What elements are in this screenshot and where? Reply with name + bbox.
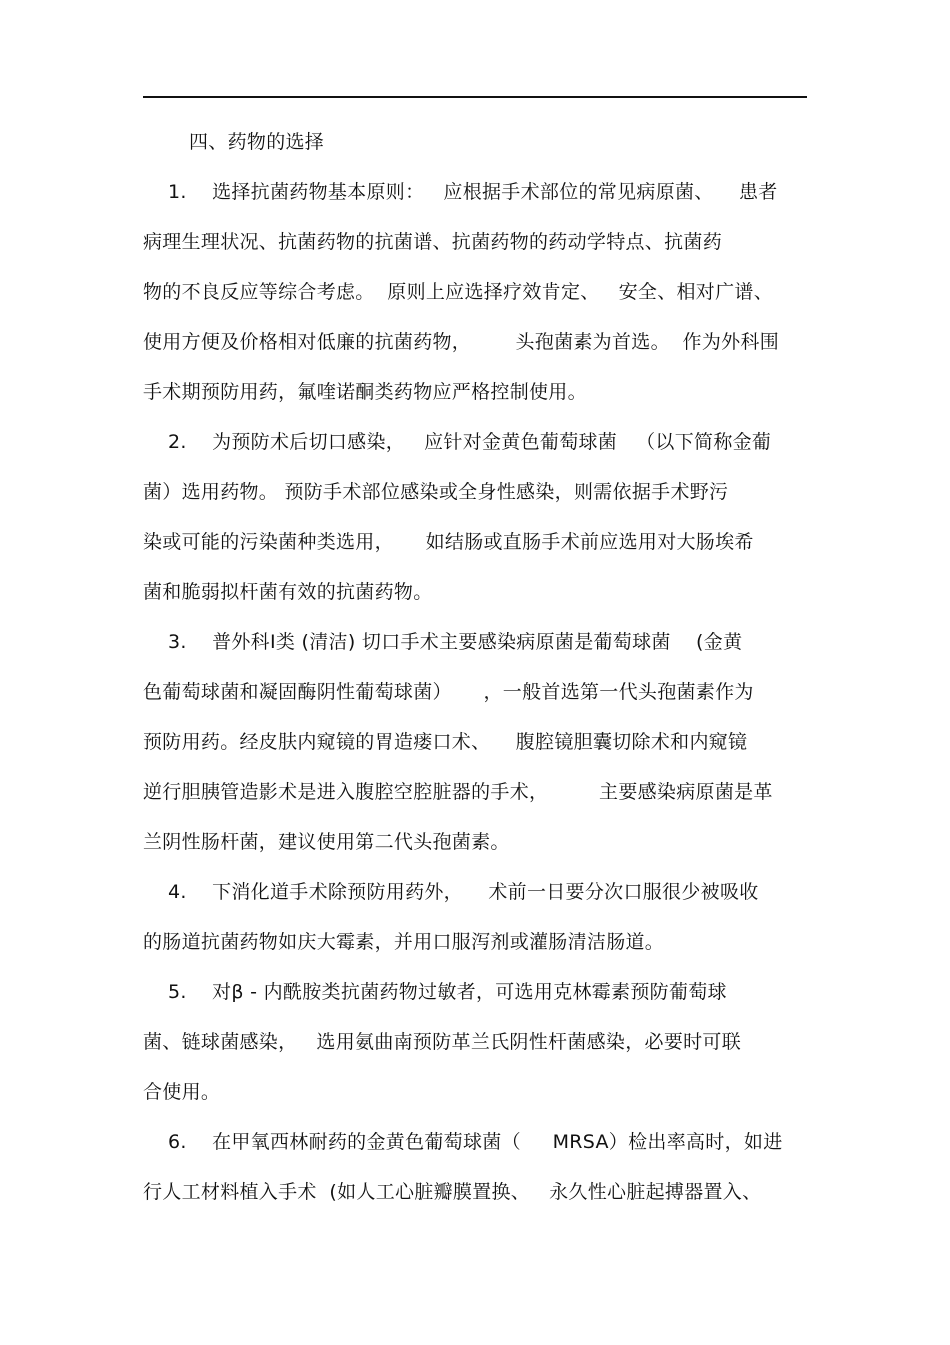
paragraph-line: 兰阴性肠杆菌，建议使用第二代头孢菌素。 [143,831,510,853]
paragraph-line: 6. 在甲氧西林耐药的金黄色葡萄球菌（ MRSA）检出率高时，如进 [168,1131,783,1153]
paragraph-line: 5. 对β - 内酰胺类抗菌药物过敏者，可选用克林霉素预防葡萄球 [168,981,727,1003]
paragraph-line: 逆行胆胰管造影术是进入腹腔空腔脏器的手术， 主要感染病原菌是革 [143,781,773,803]
paragraph-line: 菌）选用药物。 预防手术部位感染或全身性感染，则需依据手术野污 [143,481,729,503]
paragraph-line: 1. 选择抗菌药物基本原则： 应根据手术部位的常见病原菌、 患者 [168,181,778,203]
paragraph-line: 合使用。 [143,1081,221,1103]
paragraph-line: 行人工材料植入手术 (如人工心脏瓣膜置换、 永久性心脏起搏器置入、 [143,1181,762,1203]
paragraph-line: 病理生理状况、抗菌药物的抗菌谱、抗菌药物的药动学特点、抗菌药 [143,231,723,253]
paragraph-line: 色葡萄球菌和凝固酶阴性葡萄球菌） ，一般首选第一代头孢菌素作为 [143,681,754,703]
paragraph-line: 手术期预防用药，氟喹诺酮类药物应严格控制使用。 [143,381,587,403]
paragraph-line: 菌、链球菌感染， 选用氨曲南预防革兰氏阴性杆菌感染，必要时可联 [143,1031,742,1053]
section-heading: 四、药物的选择 [189,131,325,153]
paragraph-line: 的肠道抗菌药物如庆大霉素，并用口服泻剂或灌肠清洁肠道。 [143,931,665,953]
paragraph-line: 使用方便及价格相对低廉的抗菌药物， 头孢菌素为首选。 作为外科围 [143,331,780,353]
paragraph-line: 3. 普外科Ⅰ类 (清洁) 切口手术主要感染病原菌是葡萄球菌 (金黄 [168,631,743,653]
paragraph-line: 2. 为预防术后切口感染， 应针对金黄色葡萄球菌 （以下简称金葡 [168,431,772,453]
header-rule [143,96,807,98]
paragraph-line: 4. 下消化道手术除预防用药外， 术前一日要分次口服很少被吸收 [168,881,759,903]
paragraph-line: 染或可能的污染菌种类选用， 如结肠或直肠手术前应选用对大肠埃希 [143,531,754,553]
paragraph-line: 物的不良反应等综合考虑。 原则上应选择疗效肯定、 安全、相对广谱、 [143,281,773,303]
paragraph-line: 菌和脆弱拟杆菌有效的抗菌药物。 [143,581,433,603]
paragraph-line: 预防用药。经皮肤内窥镜的胃造瘘口术、 腹腔镜胆囊切除术和内窥镜 [143,731,748,753]
